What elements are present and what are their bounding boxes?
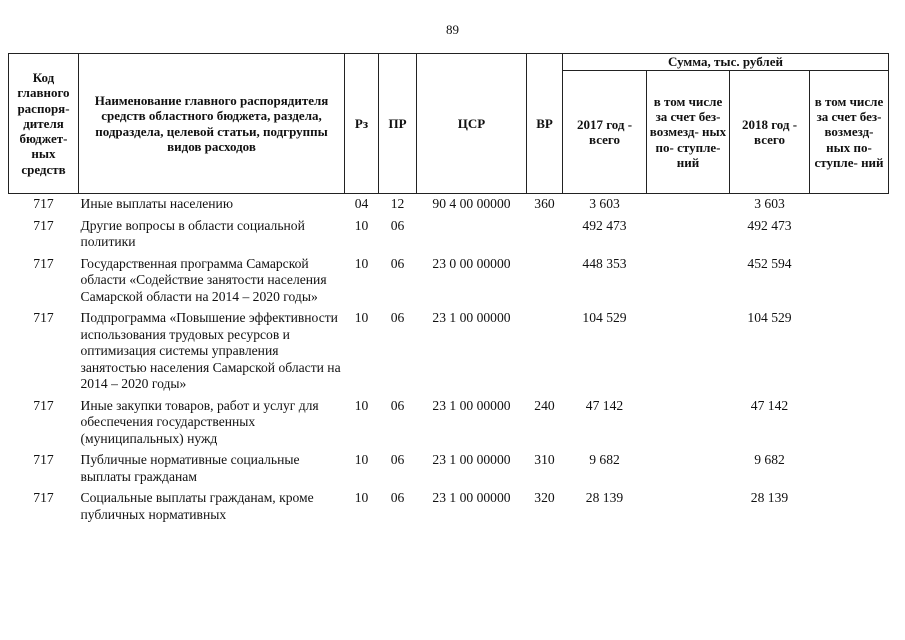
table-row xyxy=(9,216,889,254)
table-body xyxy=(9,194,889,527)
budget-table xyxy=(8,53,889,526)
header-pr: ПР xyxy=(379,54,417,194)
cell-code: 717 xyxy=(33,452,54,467)
cell-code: 717 xyxy=(33,196,54,211)
cell-total-2018: 28 139 xyxy=(750,490,789,505)
cell-code: 717 xyxy=(33,217,54,233)
table-row xyxy=(9,254,889,309)
cell-incl-2017 xyxy=(647,254,730,309)
cell-vr: 240 xyxy=(534,397,555,413)
cell-code: 717 xyxy=(33,490,54,505)
cell-csr: 23 1 00 00000 xyxy=(432,310,511,325)
cell-incl-2017 xyxy=(647,396,730,451)
cell-name: Иные закупки товаров, работ и услуг для обеспечения государственных (муниципальных) нужд xyxy=(80,397,319,446)
cell-code: 717 xyxy=(33,310,54,325)
cell-total-2017: 3 603 xyxy=(589,196,620,211)
cell-total-2017: 492 473 xyxy=(582,217,627,233)
cell-total-2018: 104 529 xyxy=(747,310,792,325)
header-name: Наименование главного распорядителя средств областного бюджета, раздела, подраздела, целевой статьи, подгруппы видов расходов xyxy=(79,54,345,194)
header-sum-group: Сумма, тыс. рублей xyxy=(563,54,889,71)
cell-total-2018: 3 603 xyxy=(754,196,785,211)
cell-csr: 90 4 00 00000 xyxy=(432,196,511,211)
cell-total-2018: 452 594 xyxy=(747,255,792,271)
cell-rz: 10 xyxy=(354,397,369,413)
cell-incl-2017 xyxy=(647,488,730,526)
cell-incl-2018 xyxy=(810,308,889,396)
cell-pr: 06 xyxy=(390,310,405,325)
header-rz: Рз xyxy=(345,54,379,194)
cell-pr: 12 xyxy=(390,196,405,211)
cell-name: Другие вопросы в области социальной политики xyxy=(80,217,305,249)
cell-total-2017: 47 142 xyxy=(585,397,624,413)
cell-incl-2017 xyxy=(647,194,730,216)
header-total-2017: 2017 год - всего xyxy=(563,71,647,194)
header-code: Код главного распоря- дителя бюджет- ных средств xyxy=(9,54,79,194)
table-row xyxy=(9,396,889,451)
cell-incl-2017 xyxy=(647,308,730,396)
table-row xyxy=(9,194,889,216)
cell-total-2017: 9 682 xyxy=(589,452,620,467)
cell-incl-2018 xyxy=(810,396,889,451)
cell-name: Государственная программа Самарской области «Содействие занятости населения Самарской области на 2014 – 2020 годы» xyxy=(80,255,327,304)
cell-pr: 06 xyxy=(390,255,405,271)
cell-incl-2017 xyxy=(647,450,730,488)
header-vr: ВР xyxy=(527,54,563,194)
cell-vr xyxy=(527,308,563,396)
cell-csr: 23 1 00 00000 xyxy=(432,452,511,467)
cell-vr xyxy=(527,216,563,254)
header-incl-2018: в том числе за счет без- возмезд- ных по- ступле- ний xyxy=(810,71,889,194)
cell-rz: 10 xyxy=(354,452,369,467)
cell-incl-2018 xyxy=(810,488,889,526)
cell-incl-2018 xyxy=(810,450,889,488)
table-row xyxy=(9,488,889,526)
cell-vr: 360 xyxy=(534,196,555,211)
table-header xyxy=(9,54,889,194)
cell-total-2018: 9 682 xyxy=(754,452,785,467)
cell-csr xyxy=(417,216,527,254)
cell-csr: 23 1 00 00000 xyxy=(432,490,511,505)
table-row xyxy=(9,450,889,488)
cell-incl-2018 xyxy=(810,194,889,216)
cell-vr: 320 xyxy=(534,490,555,505)
cell-vr xyxy=(527,254,563,309)
cell-rz: 10 xyxy=(354,255,369,271)
cell-incl-2017 xyxy=(647,216,730,254)
cell-name: Подпрограмма «Повышение эффективности использования трудовых ресурсов и оптимизация системы управления занятостью населения Самарской области на 2014 – 2020 годы» xyxy=(80,310,341,391)
table-row xyxy=(9,308,889,396)
cell-incl-2018 xyxy=(810,216,889,254)
cell-pr: 06 xyxy=(390,217,405,233)
cell-csr: 23 1 00 00000 xyxy=(432,397,511,413)
cell-total-2017: 104 529 xyxy=(582,310,627,325)
cell-csr: 23 0 00 00000 xyxy=(432,255,511,271)
cell-incl-2018 xyxy=(810,254,889,309)
cell-name: Социальные выплаты гражданам, кроме публичных нормативных xyxy=(80,490,314,522)
cell-total-2018: 47 142 xyxy=(750,397,789,413)
cell-rz: 04 xyxy=(354,196,369,211)
cell-pr: 06 xyxy=(390,490,405,505)
cell-total-2017: 448 353 xyxy=(582,255,627,271)
cell-name: Публичные нормативные социальные выплаты гражданам xyxy=(80,452,300,484)
cell-vr: 310 xyxy=(534,452,555,467)
cell-total-2017: 28 139 xyxy=(585,490,624,505)
cell-rz: 10 xyxy=(354,310,369,325)
cell-rz: 10 xyxy=(354,490,369,505)
header-csr: ЦСР xyxy=(417,54,527,194)
page-number: 89 xyxy=(446,22,459,37)
cell-name: Иные выплаты населению xyxy=(80,196,233,211)
header-total-2018: 2018 год - всего xyxy=(730,71,810,194)
cell-rz: 10 xyxy=(354,217,369,233)
cell-code: 717 xyxy=(33,397,54,413)
cell-code: 717 xyxy=(33,255,54,271)
cell-total-2018: 492 473 xyxy=(747,217,792,233)
header-incl-2017: в том числе за счет без- возмезд- ных по- ступле- ний xyxy=(647,71,730,194)
cell-pr: 06 xyxy=(390,397,405,413)
cell-pr: 06 xyxy=(390,452,405,467)
